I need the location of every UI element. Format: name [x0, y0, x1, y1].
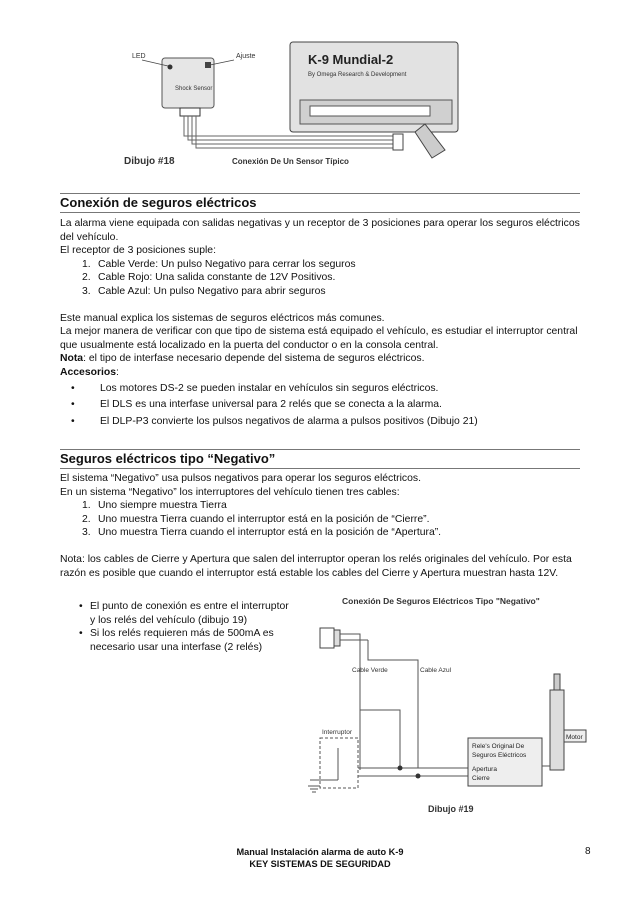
figure2-caption: Dibujo #19 [428, 804, 474, 814]
shock-sensor-diagram [110, 40, 470, 172]
relay-label-2: Seguros Eléctricos [472, 752, 527, 759]
motor-body [550, 690, 564, 770]
section1-para1: Este manual explica los sistemas de seguros eléctricos más comunes. [60, 312, 385, 324]
list-item: • El DLS es una interfase universal para 2 relés que se conecta a la alarma. [60, 398, 580, 412]
connection-bullets [60, 600, 292, 654]
led-dot [168, 65, 173, 70]
section1-para2: La mejor manera de verificar con que tipo de sistema está equipado el vehículo, es estudiar el interruptor central que usualmente está localizado en la puerta del conductor o en la consola central. [60, 326, 578, 351]
alarm-connector [320, 628, 334, 648]
list-item: 1. Cable Verde: Un pulso Negativo para cerrar los seguros [82, 258, 356, 270]
figure1-caption: Conexión De Un Sensor Típico [232, 157, 349, 166]
cable-azul-label: Cable Azul [420, 667, 452, 674]
section-title-locks: Conexión de seguros eléctricos [60, 193, 580, 213]
receptor-list [60, 258, 580, 299]
device-title: K-9 Mundial-2 [308, 52, 394, 67]
list-item: 1. Uno siempre muestra Tierra [82, 500, 227, 512]
main-connector [393, 134, 403, 150]
relay-label-1: Rele's Original De [472, 743, 525, 750]
sensor-label-1: Shock Sensor [175, 86, 213, 92]
section1-intro: La alarma viene equipada con salidas negativas y un receptor de 3 posiciones para operar los seguros eléctricos del vehículo. [60, 218, 580, 243]
section-title-negative: Seguros eléctricos tipo “Negativo” [60, 449, 580, 469]
ajuste-label: Ajuste [236, 53, 256, 60]
apertura-label: Apertura [472, 766, 497, 773]
list-item: 3. Cable Azul: Un pulso Negativo para abrir seguros [82, 285, 326, 297]
sensor-connector [180, 108, 200, 116]
footer [200, 846, 440, 870]
led-label: LED [132, 53, 146, 60]
list-item: 3. Uno muestra Tierra cuando el interruptor está en la posición de “Apertura”. [82, 527, 442, 539]
cierre-label: Cierre [472, 775, 490, 782]
interruptor-label: Interruptor [322, 729, 352, 736]
list-item: • Si los relés requieren más de 500mA es necesario usar una interfase (2 relés) [60, 627, 292, 654]
section2-line2: En un sistema “Negativo” los interruptores del vehículo tienen tres cables: [60, 486, 400, 498]
list-item: • El DLP-P3 convierte los pulsos negativos de alarma a pulsos positivos (Dibujo 21) [60, 415, 580, 429]
section2-nota: Nota: los cables de Cierre y Apertura que salen del interruptor operan los relés originales del vehículo. Por esta razón es posible que cuando el interruptor está estable los cables del Cierre y Apertura muestran hasta 12V. [60, 553, 572, 579]
section1-body [60, 217, 580, 428]
figure-shock-sensor [110, 40, 470, 172]
list-item: • El punto de conexión es entre el interruptor y los relés del vehículo (dibujo 19) [60, 600, 292, 627]
section2-line1: El sistema “Negativo” usa pulsos negativos para operar los seguros eléctricos. [60, 473, 421, 484]
footer-line2: KEY SISTEMAS DE SEGURIDAD [249, 859, 391, 869]
cables-list [60, 499, 580, 540]
motor-label: Motor [566, 734, 583, 741]
figure2-title: Conexión De Seguros Eléctricos Tipo "Negativo" [342, 596, 540, 606]
list-item: 2. Cable Rojo: Una salida constante de 12V Positivos. [82, 272, 336, 284]
footer-line1: Manual Instalación alarma de auto K-9 [236, 847, 404, 857]
receptor-line: El receptor de 3 posiciones suple: [60, 245, 216, 257]
list-item: 2. Uno muestra Tierra cuando el interruptor está en la posición de “Cierre”. [82, 513, 430, 525]
page-number: 8 [585, 846, 591, 857]
figure1-drawing-number: Dibujo #18 [124, 156, 175, 167]
negative-locks-diagram [300, 590, 590, 820]
figure-negative-locks [300, 590, 590, 820]
accesorios-list [60, 382, 580, 429]
device-subtitle: By Omega Research & Development [308, 72, 407, 78]
cable-verde-label: Cable Verde [352, 667, 388, 674]
accesorios-line: Accesorios: [60, 366, 119, 378]
section2-body [60, 472, 580, 580]
list-item: • Los motores DS-2 se pueden instalar en vehículos sin seguros eléctricos. [60, 382, 580, 396]
nota-line: Nota: el tipo de interfase necesario depende del sistema de seguros eléctricos. [60, 353, 425, 365]
